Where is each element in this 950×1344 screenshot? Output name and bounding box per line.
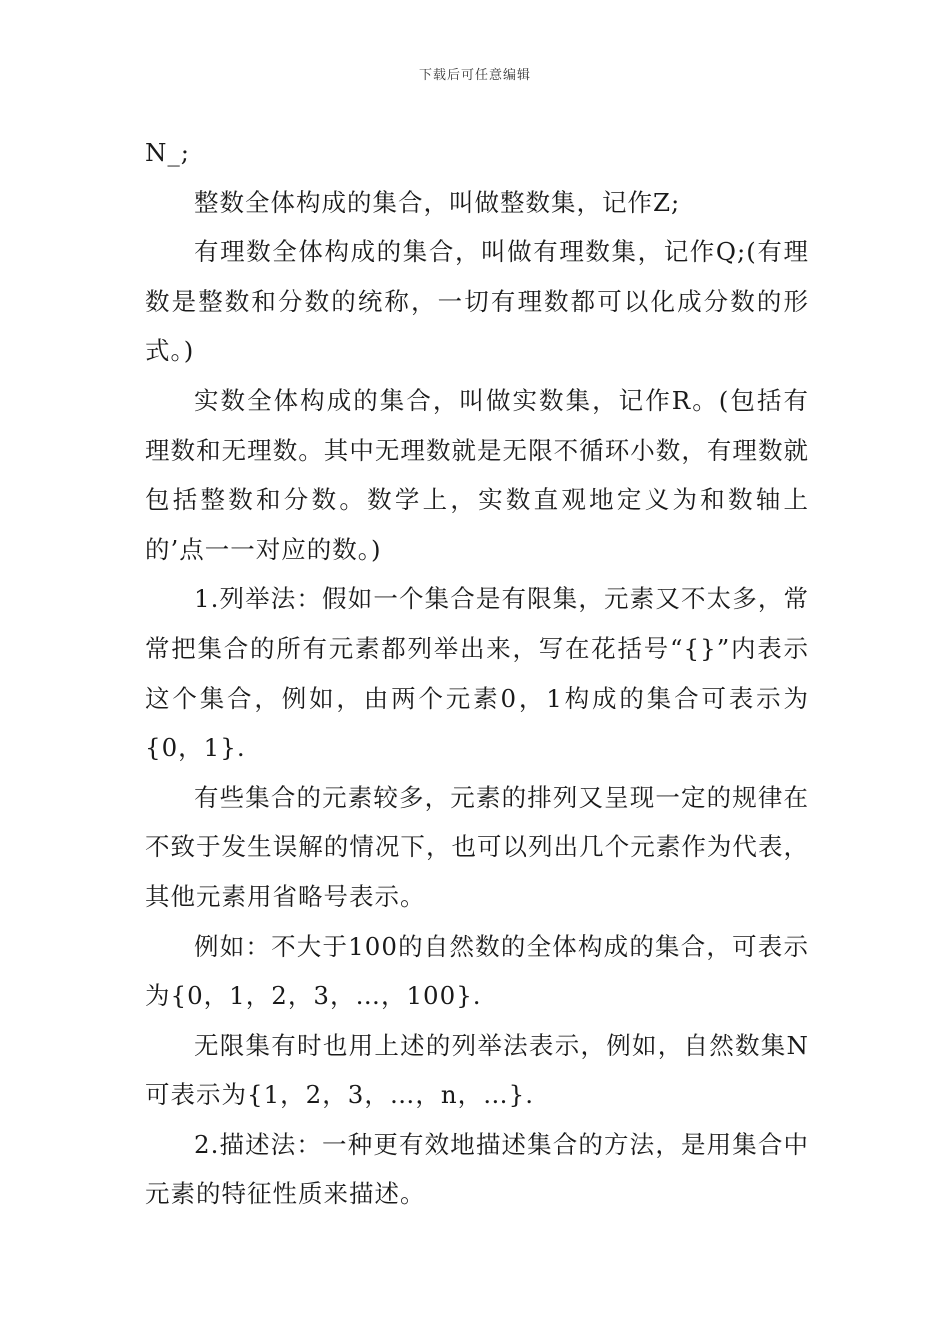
paragraph-rational-set: 有理数全体构成的集合，叫做有理数集，记作Q;(有理数是整数和分数的统称，一切有理数都可以化成分数的形式。) <box>145 237 809 366</box>
page-header: 下载后可任意编辑 <box>418 68 531 83</box>
paragraph-enumeration-method: 1.列举法：假如一个集合是有限集，元素又不太多，常常把集合的所有元素都列举出来，写在花括号“{}”内表示这个集合，例如，由两个元素0，1构成的集合可表示为{0，1}. <box>145 584 809 763</box>
paragraph-description-method: 2.描述法：一种更有效地描述集合的方法，是用集合中元素的特征性质来描述。 <box>145 1129 809 1209</box>
paragraph-real-set: 实数全体构成的集合，叫做实数集，记作R。(包括有理数和无理数。其中无理数就是无限不循环小数，有理数就包括整数和分数。数学上，实数直观地定义为和数轴上的’点一一对应的数。) <box>145 385 809 564</box>
paragraph-integer-set: 整数全体构成的集合，叫做整数集，记作Z; <box>194 187 681 217</box>
paragraph-ellipsis-notation: 有些集合的元素较多，元素的排列又呈现一定的规律在不致于发生误解的情况下，也可以列出几个元素作为代表，其他元素用省略号表示。 <box>145 782 809 911</box>
paragraph-example-100: 例如：不大于100的自然数的全体构成的集合，可表示为{0，1，2，3，…，100}. <box>145 931 809 1011</box>
paragraph-natural-set-end: N_; <box>145 138 190 167</box>
paragraph-infinite-set: 无限集有时也用上述的列举法表示，例如，自然数集N可表示为{1，2，3，…，n，…}. <box>145 1030 809 1110</box>
document-body <box>145 128 809 1219</box>
